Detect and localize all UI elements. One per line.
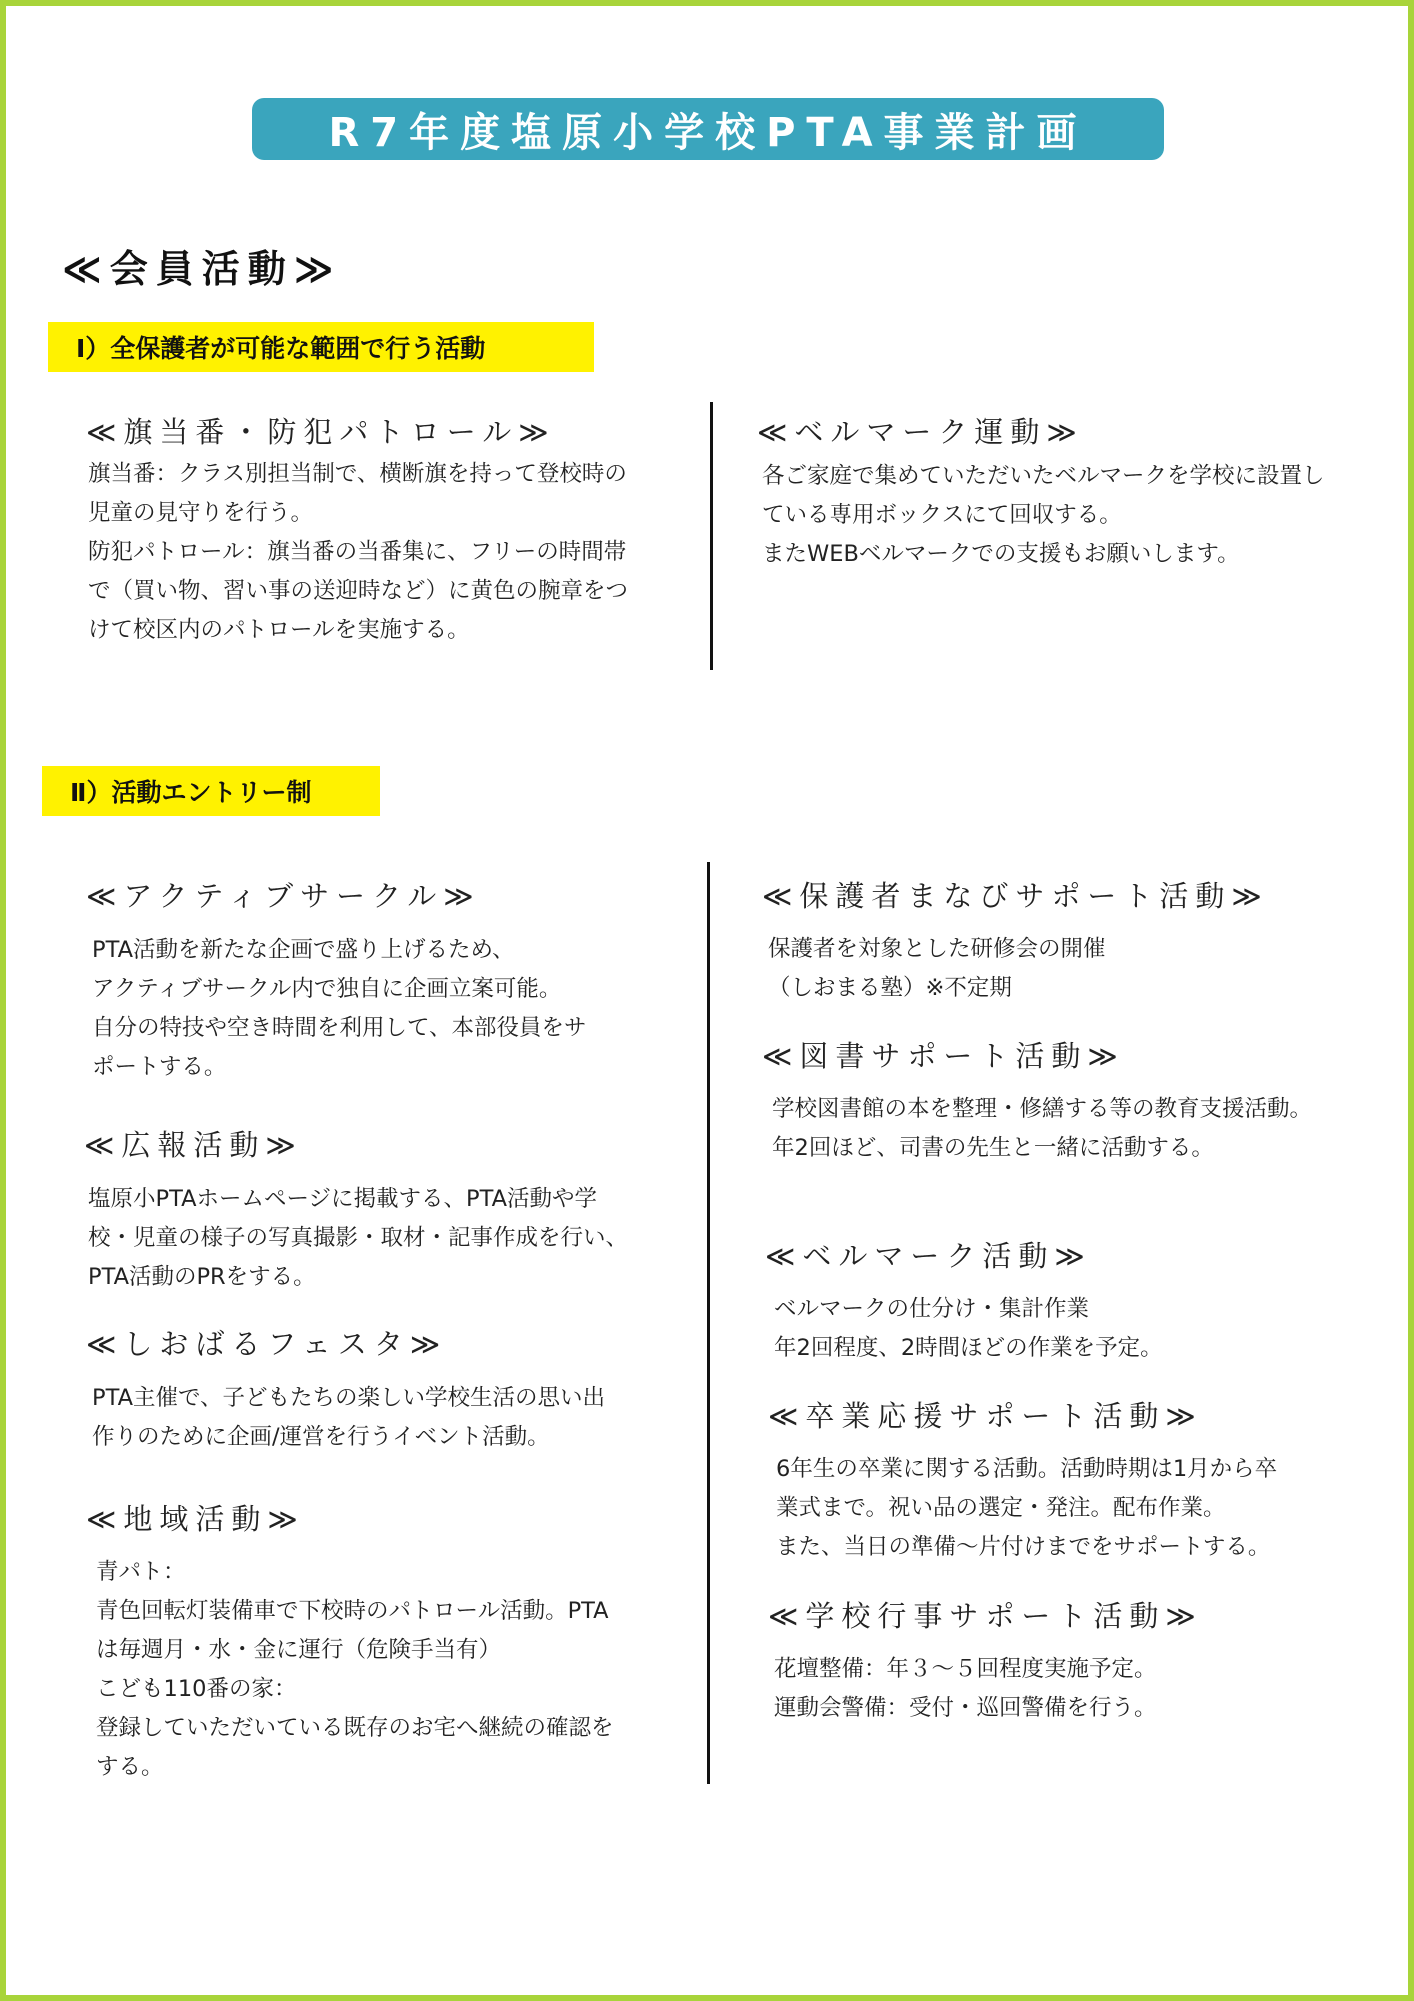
text-line: 青パト： bbox=[96, 1559, 186, 1585]
text-line: 運動会警備：受付・巡回警備を行う。 bbox=[774, 1695, 1157, 1721]
column-divider bbox=[710, 402, 713, 670]
block-title-shiobaru-festa: ≪しおばるフェスタ≫ bbox=[86, 1327, 448, 1361]
block-body-school-event-support bbox=[774, 1650, 1157, 1728]
block-title-school-event-support: ≪学校行事サポート活動≫ bbox=[768, 1599, 1203, 1633]
text-line: PTA活動のPRをする。 bbox=[88, 1264, 316, 1290]
block-body-graduation-support bbox=[776, 1450, 1277, 1567]
text-line: 保護者を対象とした研修会の開催 bbox=[768, 936, 1106, 962]
block-body-community bbox=[96, 1553, 614, 1787]
block-title-library-support: ≪図書サポート活動≫ bbox=[762, 1039, 1125, 1073]
text-line: 校・児童の様子の写真撮影・取材・記事作成を行い、 bbox=[88, 1225, 629, 1251]
text-line: ベルマークの仕分け・集計作業 bbox=[774, 1296, 1090, 1322]
block-body-shiobaru-festa bbox=[92, 1379, 605, 1457]
text-line: 旗当番：クラス別担当制で、横断旗を持って登校時の bbox=[88, 461, 627, 487]
block-title-flag-duty: ≪旗当番・防犯パトロール≫ bbox=[86, 415, 556, 449]
part1-label: Ⅰ）全保護者が可能な範囲で行う活動 bbox=[48, 322, 594, 372]
block-body-bellmark-activity bbox=[774, 1290, 1163, 1368]
column-divider bbox=[707, 862, 710, 1784]
block-title-bellmark-movement: ≪ベルマーク運動≫ bbox=[757, 415, 1084, 449]
part2-label: Ⅱ）活動エントリー制 bbox=[42, 766, 380, 816]
text-line: 各ご家庭で集めていただいたベルマークを学校に設置し bbox=[762, 463, 1325, 489]
text-line: こども110番の家： bbox=[96, 1676, 297, 1702]
text-line: する。 bbox=[96, 1754, 164, 1780]
page-title: R7年度塩原小学校PTA事業計画 bbox=[252, 98, 1164, 160]
block-title-community: ≪地域活動≫ bbox=[86, 1502, 305, 1536]
text-line: PTA活動を新たな企画で盛り上げるため、 bbox=[92, 937, 515, 963]
block-body-flag-duty bbox=[88, 455, 628, 650]
text-line: ている専用ボックスにて回収する。 bbox=[762, 502, 1122, 528]
block-title-parent-learning: ≪保護者まなびサポート活動≫ bbox=[762, 879, 1269, 913]
text-line: 防犯パトロール：旗当番の当番集に、フリーの時間帯 bbox=[88, 539, 627, 565]
text-line: で（買い物、習い事の送迎時など）に黄色の腕章をつ bbox=[88, 578, 629, 604]
text-line: 作りのために企画/運営を行うイベント活動。 bbox=[92, 1424, 550, 1450]
text-line: また、当日の準備～片付けまでをサポートする。 bbox=[776, 1534, 1271, 1560]
block-title-public-relations: ≪広報活動≫ bbox=[84, 1128, 303, 1162]
text-line: ポートする。 bbox=[92, 1054, 227, 1080]
text-line: 自分の特技や空き時間を利用して、本部役員をサ bbox=[92, 1015, 587, 1041]
text-line: は毎週月・水・金に運行（危険手当有） bbox=[96, 1637, 502, 1663]
block-body-library-support bbox=[772, 1090, 1312, 1168]
block-body-active-circle bbox=[92, 931, 587, 1087]
text-line: 青色回転灯装備車で下校時のパトロール活動。PTA bbox=[96, 1598, 609, 1624]
text-line: 塩原小PTAホームページに掲載する、PTA活動や学 bbox=[88, 1186, 597, 1212]
text-line: 6年生の卒業に関する活動。活動時期は1月から卒 bbox=[776, 1456, 1278, 1482]
block-title-active-circle: ≪アクティブサークル≫ bbox=[86, 879, 481, 913]
text-line: またWEBベルマークでの支援もお願いします。 bbox=[762, 541, 1240, 567]
text-line: PTA主催で、子どもたちの楽しい学校生活の思い出 bbox=[92, 1385, 606, 1411]
block-body-parent-learning bbox=[768, 930, 1106, 1008]
block-body-public-relations bbox=[88, 1180, 628, 1297]
block-body-bellmark-movement bbox=[762, 457, 1325, 574]
text-line: 花壇整備：年３～５回程度実施予定。 bbox=[774, 1656, 1157, 1682]
text-line: アクティブサークル内で独自に企画立案可能。 bbox=[92, 976, 562, 1002]
text-line: 児童の見守りを行う。 bbox=[88, 500, 314, 526]
block-title-bellmark-activity: ≪ベルマーク活動≫ bbox=[765, 1239, 1092, 1273]
block-title-graduation-support: ≪卒業応援サポート活動≫ bbox=[768, 1399, 1203, 1433]
text-line: けて校区内のパトロールを実施する。 bbox=[88, 617, 470, 643]
section-heading: ≪会員活動≫ bbox=[62, 247, 342, 291]
text-line: （しおまる塾）※不定期 bbox=[768, 975, 1012, 1001]
text-line: 学校図書館の本を整理・修繕する等の教育支援活動。 bbox=[772, 1096, 1313, 1122]
text-line: 年2回ほど、司書の先生と一緒に活動する。 bbox=[772, 1135, 1214, 1161]
text-line: 年2回程度、2時間ほどの作業を予定。 bbox=[774, 1335, 1163, 1361]
text-line: 業式まで。祝い品の選定・発注。配布作業。 bbox=[776, 1495, 1226, 1521]
text-line: 登録していただいている既存のお宅へ継続の確認を bbox=[96, 1715, 614, 1741]
